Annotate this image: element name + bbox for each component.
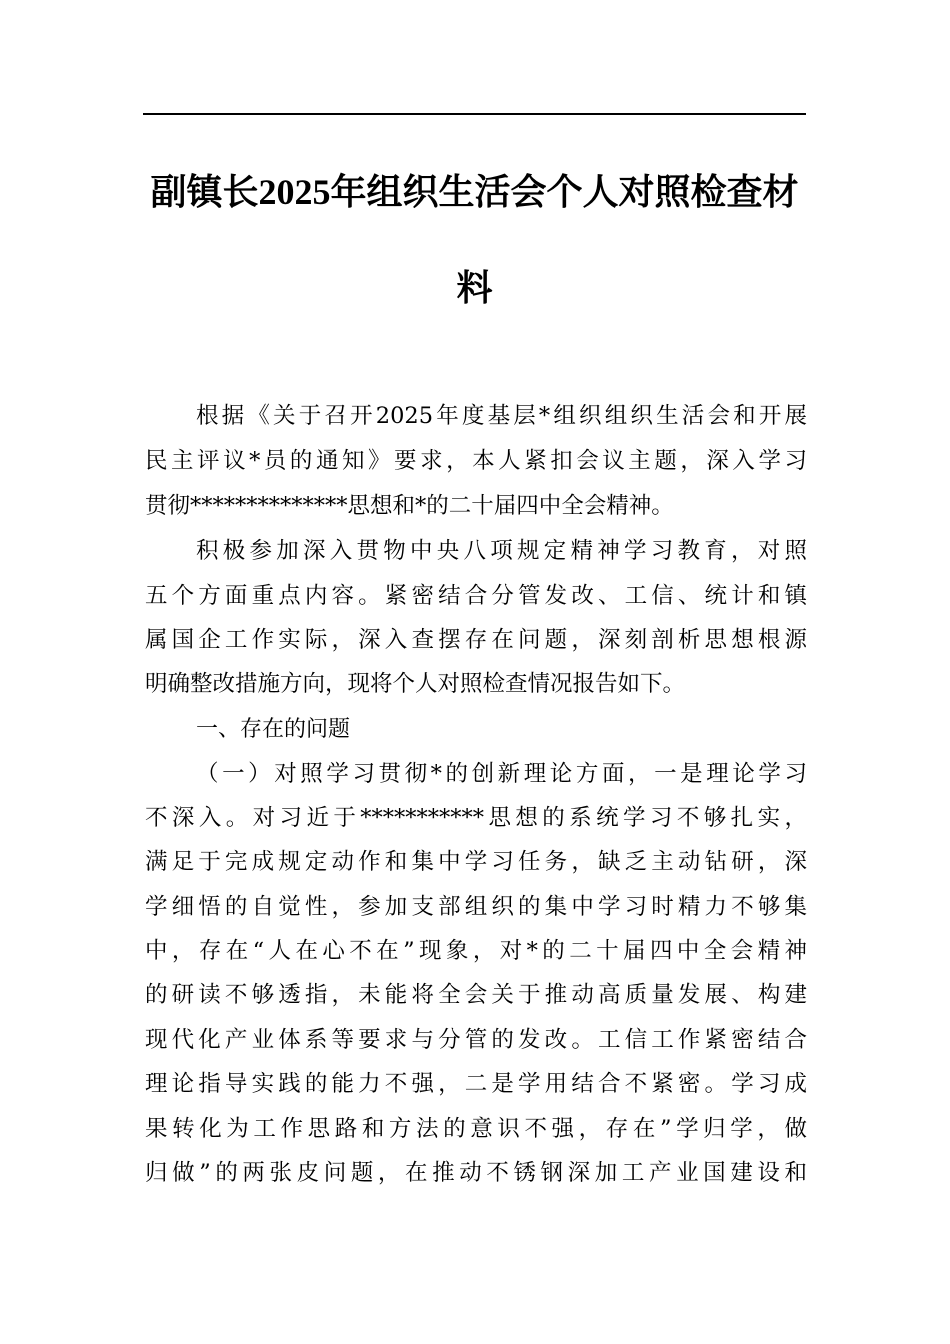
subsection-line-5: 中，存在“人在心不在”现象，对*的二十届四中全会精神 <box>145 938 807 964</box>
subsection-line-8: 理论指导实践的能力不强，二是学用结合不紧密。学习成 <box>145 1071 807 1097</box>
subsection-line-7: 现代化产业体系等要求与分管的发改。工信工作紧密结合 <box>145 1027 807 1053</box>
header-rule <box>143 113 806 115</box>
subsection-line-2: 不深入。对习近于***********思想的系统学习不够扎实， <box>145 805 807 831</box>
section-heading: 一、存在的问题 <box>196 717 351 742</box>
document-title-line-1: 副镇长2025年组织生活会个人对照检查材 <box>150 172 799 212</box>
paragraph-1-line-3: 贯彻**************思想和*的二十届四中全会精神。 <box>145 493 674 519</box>
subsection-line-4: 学细悟的自觉性，参加支部组织的集中学习时精力不够集 <box>145 894 807 920</box>
document-title-line-2: 料 <box>456 268 493 308</box>
subsection-line-9: 果转化为工作思路和方法的意识不强，存在”学归学，做 <box>145 1116 807 1142</box>
paragraph-1-line-2: 民主评议*员的通知》要求，本人紧扣会议主题，深入学习 <box>145 448 807 474</box>
subsection-line-3: 满足于完成规定动作和集中学习任务，缺乏主动钻研，深 <box>145 849 807 875</box>
paragraph-2-line-1: 积极参加深入贯物中央八项规定精神学习教育，对照 <box>196 538 807 564</box>
paragraph-2-line-4: 明确整改措施方向，现将个人对照检查情况报告如下。 <box>145 671 686 697</box>
subsection-line-6: 的研读不够透指，未能将全会关于推动高质量发展、构建 <box>145 982 807 1008</box>
paragraph-2-line-2: 五个方面重点内容。紧密结合分管发改、工信、统计和镇 <box>145 583 807 609</box>
subsection-line-10: 归做”的两张皮问题，在推动不锈钢深加工产业国建设和 <box>145 1160 807 1186</box>
subsection-line-1: （一）对照学习贯彻*的创新理论方面，一是理论学习 <box>196 761 807 787</box>
paragraph-1-line-1: 根据《关于召开2025年度基层*组织组织生活会和开展 <box>196 403 807 429</box>
paragraph-2-line-3: 属国企工作实际，深入查摆存在问题，深刻剖析思想根源 <box>145 627 807 653</box>
